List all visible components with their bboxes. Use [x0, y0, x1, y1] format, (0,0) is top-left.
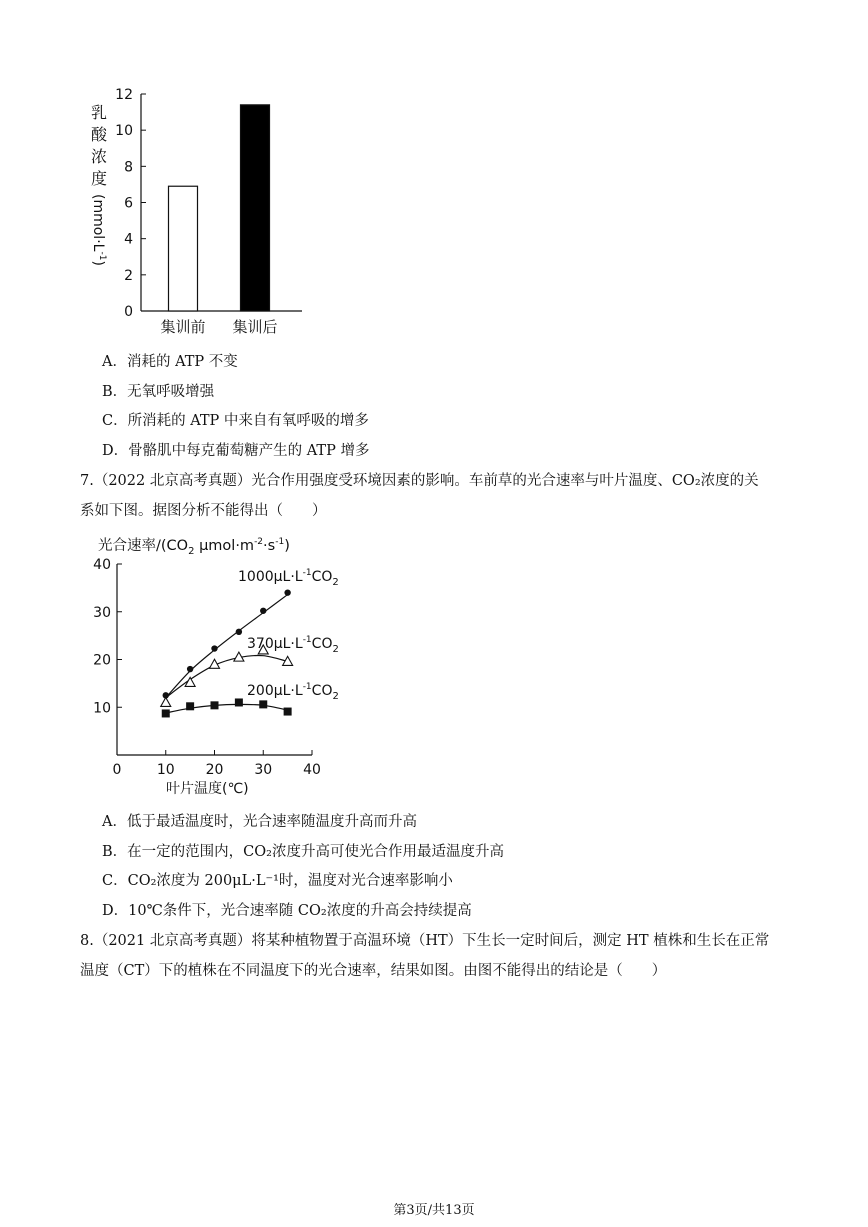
x-axis-categories: [160, 318, 277, 336]
y-tick-label: 20: [93, 652, 111, 669]
y-tick-label: 10: [93, 700, 111, 717]
fit-curve-3: [166, 704, 288, 713]
x-category-label: 集训前: [160, 318, 206, 336]
point-square: [259, 700, 267, 708]
y-axis-label: [90, 103, 108, 266]
page-footer: 第3页/共13页: [393, 1203, 475, 1218]
q7-stem-line1: 7.（2022 北京高考真题）光合作用强度受环境因素的影响。车前草的光合速率与叶片温度、CO₂浓度的关: [80, 473, 759, 489]
y-tick-label: 40: [93, 557, 111, 573]
point-circle: [260, 608, 266, 614]
y-tick-label: 30: [93, 604, 111, 621]
y-tick-label: 12: [115, 87, 133, 103]
y-axis-label: 光合速率$/(CO_2$ $\mu mol\cdot m^{-2}\cdot s^{-1}$): [98, 537, 290, 557]
point-circle: [211, 645, 217, 651]
q7-option-d: D．10℃条件下，光合速率随 CO₂浓度的升高会持续提高: [102, 903, 472, 919]
x-axis-label: 叶片温度(℃): [166, 781, 249, 797]
q6-option-b: B．无氧呼吸增强: [102, 384, 215, 400]
point-square: [186, 702, 194, 710]
bar-1: [169, 186, 198, 311]
y-label-unit: $(mmol\cdot L^{-1})$: [90, 194, 107, 266]
series-label-2: $370\mu L\cdot L^{-1}CO_2$: [247, 635, 339, 655]
point-square: [211, 701, 219, 709]
q6-option-c: C．所消耗的 ATP 中来自有氧呼吸的增多: [102, 413, 369, 429]
point-triangle: [161, 697, 171, 706]
y-tick-label: 0: [124, 304, 133, 320]
x-tick-label: 10: [156, 762, 175, 778]
bars: [169, 105, 270, 311]
q7-option-a: A．低于最适温度时，光合速率随温度升高而升高: [102, 814, 417, 830]
x-tick-label: 40: [303, 762, 321, 778]
y-tick-label: 10: [115, 123, 133, 140]
y-tick-label: 2: [124, 267, 133, 284]
q7-stem-line2: 系如下图。据图分析不能得出（ ）: [80, 503, 327, 519]
point-square: [235, 698, 243, 706]
q7-option-b: B．在一定的范围内，CO₂浓度升高可使光合作用最适温度升高: [102, 844, 504, 860]
point-square: [162, 709, 170, 717]
point-circle: [284, 589, 290, 595]
q6-option-a: A．消耗的 ATP 不变: [102, 354, 238, 370]
photosynthesis-chart: [88, 530, 368, 805]
y-tick-label: 6: [124, 195, 133, 212]
y-label-char: 乳: [90, 103, 108, 122]
series-label-3: $200\mu L\cdot L^{-1}CO_2$: [247, 682, 339, 702]
point-square: [284, 708, 292, 716]
x-tick-label: 20: [205, 762, 224, 778]
series-labels: [238, 568, 339, 702]
q6-option-d: D．骨骼肌中每克葡萄糖产生的 ATP 增多: [102, 443, 370, 459]
y-tick-label: 4: [124, 231, 133, 248]
point-circle: [187, 666, 193, 672]
y-tick-label: 8: [124, 159, 133, 176]
bar-2: [241, 105, 270, 311]
q8-stem-line1: 8.（2021 北京高考真题）将某种植物置于高温环境（HT）下生长一定时间后，测定 HT 植株和生长在正常: [80, 933, 770, 949]
x-tick-label: 0: [112, 762, 122, 778]
x-category-label: 集训后: [232, 318, 278, 336]
y-label-char: 酸: [90, 125, 108, 144]
series-label-1: $1000\mu L\cdot L^{-1}CO_2$: [238, 568, 339, 588]
q7-option-c: C．CO₂浓度为 200μL·L⁻¹时，温度对光合速率影响小: [102, 873, 453, 889]
x-tick-label: 30: [254, 762, 273, 778]
y-label-char: 浓: [90, 147, 108, 166]
lactate-bar-chart: [80, 82, 310, 342]
point-circle: [236, 629, 242, 635]
y-label-char: 度: [90, 169, 108, 188]
q8-stem-line2: 温度（CT）下的植株在不同温度下的光合速率，结果如图。由图不能得出的结论是（ ）: [80, 963, 667, 979]
